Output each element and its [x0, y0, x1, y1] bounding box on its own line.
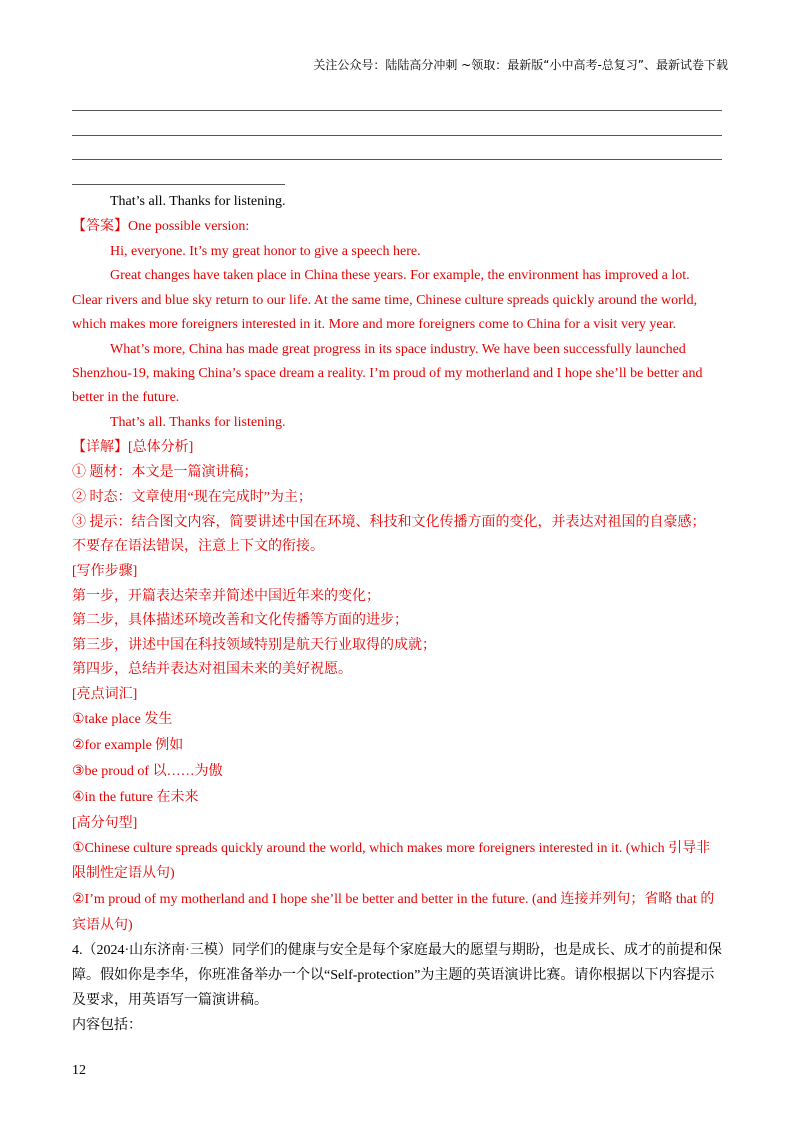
answer-line — [72, 159, 722, 160]
essay-greeting: Hi, everyone. It’s my great honor to give a speech here. — [110, 244, 421, 259]
analysis-item: ② 时态：文章使用“现在完成时”为主； — [72, 490, 312, 505]
closing-prompt: That’s all. Thanks for listening. — [110, 194, 286, 209]
essay-line: Shenzhou-19, making China’s space dream a reality. I’m proud of my motherland and I hope she’ll be better and — [72, 366, 703, 381]
analysis-item: ① 题材：本文是一篇演讲稿； — [72, 465, 258, 480]
question-line: 及要求，用英语写一篇演讲稿。 — [72, 993, 268, 1008]
essay-line: What’s more, China has made great progress in its space industry. We have been successfully launched — [110, 342, 686, 357]
sentence-item: 限制性定语从句) — [72, 866, 175, 881]
essay-closing: That’s all. Thanks for listening. — [110, 415, 286, 430]
essay-line: better in the future. — [72, 390, 180, 405]
analysis-item: ③ 提示：结合图文内容，简要讲述中国在环境、科技和文化传播方面的变化，并表达对祖国的自豪感； — [72, 515, 706, 530]
answer-line-short — [72, 184, 285, 185]
step-item: 第三步，讲述中国在科技领域特别是航天行业取得的成就； — [72, 638, 436, 653]
vocab-item: ④in the future 在未来 — [72, 790, 199, 805]
overall-label: [总体分析] — [128, 440, 194, 455]
essay-line: which makes more foreigners interested in it. More and more foreigners come to China for a visit very year. — [72, 317, 677, 332]
answer-heading — [72, 217, 724, 237]
sentence-item: 宾语从句) — [72, 918, 133, 933]
answer-line — [72, 110, 722, 111]
analysis-item: 不要存在语法错误，注意上下文的衔接。 — [72, 539, 324, 554]
step-item: 第四步，总结并表达对祖国未来的美好祝愿。 — [72, 662, 352, 677]
vocab-item: ①take place 发生 — [72, 712, 173, 727]
question-line: 障。假如你是李华，你班准备举办一个以“Self-protection”为主题的英语演讲比赛。请你根据以下内容提示 — [72, 968, 715, 983]
essay-line: Great changes have taken place in China these years. For example, the environment has improved a lot. — [110, 268, 690, 283]
sentence-item: ①Chinese culture spreads quickly around the world, which makes more foreigners interested in it. (which 引导非 — [72, 841, 711, 856]
detail-tag: 【详解】 — [72, 440, 128, 455]
vocab-item: ③be proud of 以……为傲 — [72, 764, 223, 779]
page-number: 12 — [72, 1063, 86, 1078]
answer-line — [72, 135, 722, 136]
page-header: 关注公众号：陆陆高分冲刺 ~领取：最新版“小中高考-总复习”、最新试卷下载 — [313, 58, 728, 72]
question-line: 4.（2024·山东济南·三模）同学们的健康与安全是每个家庭最大的愿望与期盼，也是成长、成才的前提和保 — [72, 943, 722, 958]
vocab-label: [亮点词汇] — [72, 687, 138, 702]
steps-label: [写作步骤] — [72, 564, 138, 579]
vocab-item: ②for example 例如 — [72, 738, 184, 753]
answer-tag: 【答案】 — [72, 219, 128, 234]
sentence-item: ②I’m proud of my motherland and I hope she’ll be better and better in the future. (and 连接并列句；省略 that 的 — [72, 892, 715, 907]
step-item: 第一步，开篇表达荣幸并简述中国近年来的变化； — [72, 589, 380, 604]
step-item: 第二步，具体描述环境改善和文化传播等方面的进步； — [72, 613, 408, 628]
essay-line: Clear rivers and blue sky return to our life. At the same time, Chinese culture spreads quickly around the world, — [72, 293, 698, 308]
answer-intro: One possible version: — [128, 219, 250, 234]
detail-heading — [72, 438, 724, 458]
question-line: 内容包括： — [72, 1018, 142, 1033]
sentence-label: [高分句型] — [72, 816, 138, 831]
